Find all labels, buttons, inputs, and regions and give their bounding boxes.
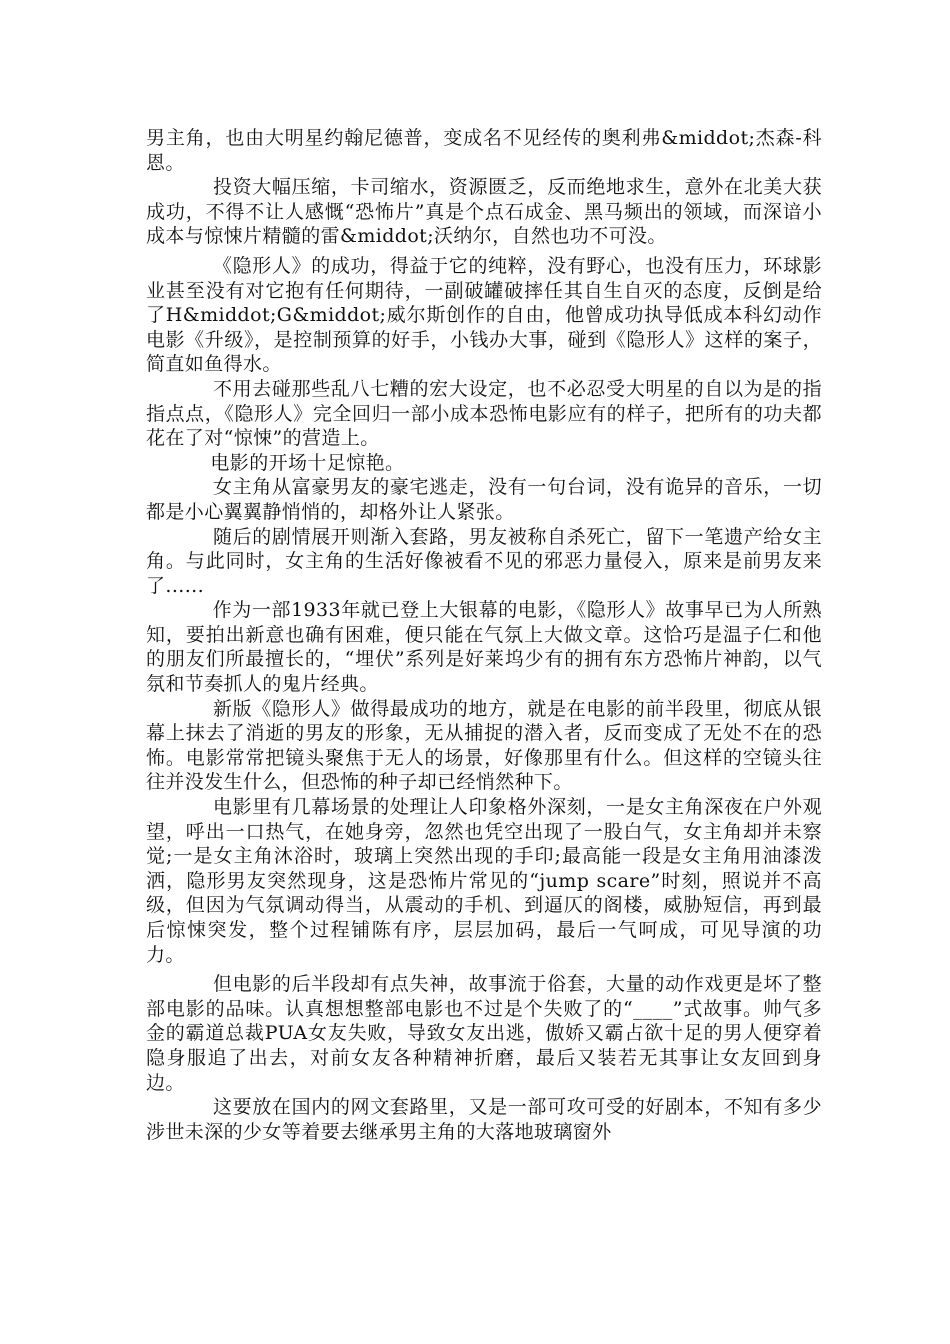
paragraph: 但电影的后半段却有点失神，故事流于俗套，大量的动作戏更是坏了整部电影的品味。认真想想整部电影也不过是个失败了的“____”式故事。帅气多金的霸道总裁PUA女友失败，导致女友出逃，傲娇又霸占欲十足的男人便穿着隐身服追了出去，对前女友各种精神折磨，最后又装若无其事让女友回到身边。 — [146, 973, 822, 1094]
paragraph: 投资大幅压缩，卡司缩水，资源匮乏，反而绝地求生，意外在北美大获成功，不得不让人感慨“恐怖片”真是个点石成金、黑马频出的领域，而深谙小成本与惊悚片精髓的雷&middot;沃纳尔，自然也功不可没。 — [146, 176, 822, 248]
paragraph: 电影的开场十足惊艳。 — [146, 451, 405, 474]
paragraph: 新版《隐形人》做得最成功的地方，就是在电影的前半段里，彻底从银幕上抹去了消逝的男友的形象，无从捕捉的潜入者，反而变成了无处不在的恐怖。电影常常把镜头聚焦于无人的场景，好像那里有什么。但这样的空镜头往往并没发生什么，但恐怖的种子却已经悄然种下。 — [146, 697, 822, 794]
paragraph: 作为一部1933年就已登上大银幕的电影，《隐形人》故事早已为人所熟知，要拍出新意也确有困难，便只能在气氛上大做文章。这恰巧是温子仁和他的朋友们所最擅长的，“埋伏”系列是好莱坞少有的拥有东方恐怖片神韵，以气氛和节奏抓人的鬼片经典。 — [146, 599, 822, 696]
document-body — [146, 126, 822, 1144]
paragraph: 女主角从富豪男友的豪宅逃走，没有一句台词，没有诡异的音乐，一切都是小心翼翼静悄悄的，却格外让人紧张。 — [146, 476, 822, 523]
paragraph: 电影里有几幕场景的处理让人印象格外深刻，一是女主角深夜在户外观望，呼出一口热气，在她身旁，忽然也凭空出现了一股白气，女主角却并未察觉;一是女主角沐浴时，玻璃上突然出现的手印;最高能一段是女主角用油漆泼洒，隐形男友突然现身，这是恐怖片常见的“jump scare”时刻，照说并不高级，但因为气氛调动得当，从震动的手机、到逼仄的阁楼，威胁短信，再到最后惊悚突发，整个过程铺陈有序，层层加码，最后一气呵成，可见导演的功力。 — [146, 796, 822, 966]
paragraph: 男主角，也由大明星约翰尼德普，变成名不见经传的奥利弗&middot;杰森-科恩。 — [146, 127, 822, 174]
paragraph: 这要放在国内的网文套路里，又是一部可攻可受的好剧本，不知有多少涉世未深的少女等着要去继承男主角的大落地玻璃窗外 — [146, 1096, 822, 1143]
paragraph: 《隐形人》的成功，得益于它的纯粹，没有野心，也没有压力，环球影业甚至没有对它抱有任何期待，一副破罐破摔任其自生自灭的态度，反倒是给了H&middot;G&middot;威尔斯创作的自由，他曾成功执导低成本科幻动作电影《升级》，是控制预算的好手，小钱办大事，碰到《隐形人》这样的案子，简直如鱼得水。 — [146, 254, 822, 376]
paragraph: 随后的剧情展开则渐入套路，男友被称自杀死亡，留下一笔遗产给女主角。与此同时，女主角的生活好像被看不见的邪恶力量侵入，原来是前男友来了...... — [146, 525, 822, 597]
paragraph: 不用去碰那些乱八七糟的宏大设定，也不必忍受大明星的自以为是的指指点点，《隐形人》完全回归一部小成本恐怖电影应有的样子，把所有的功夫都花在了对“惊悚”的营造上。 — [146, 377, 822, 450]
